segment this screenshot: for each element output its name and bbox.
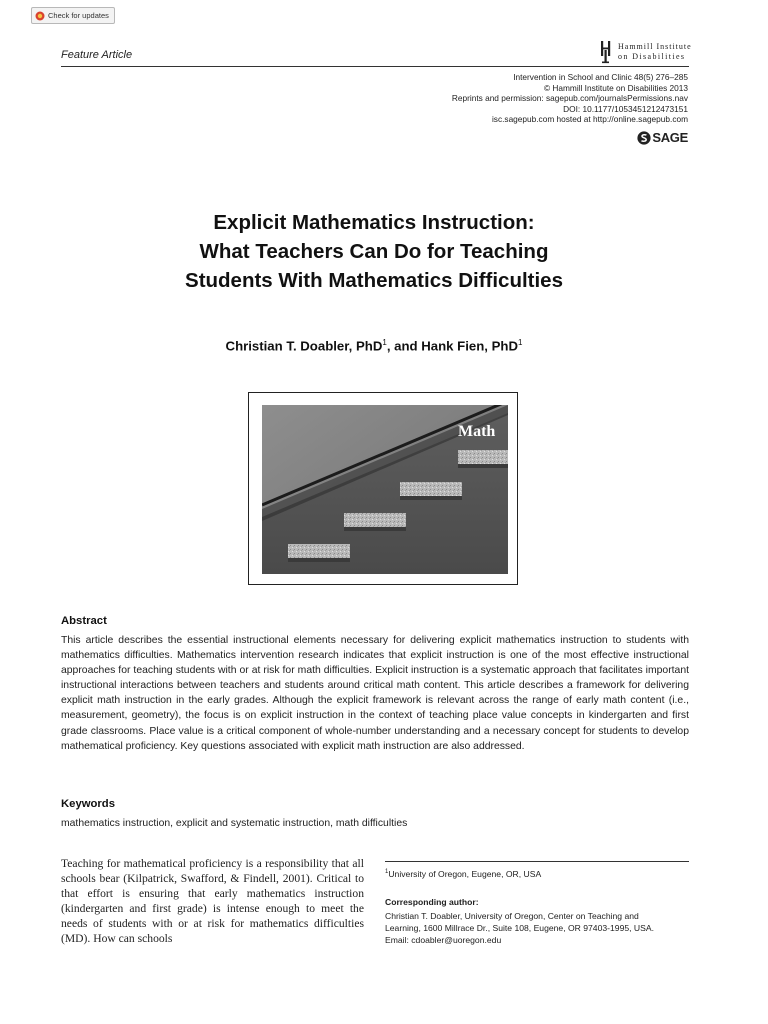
feature-article-label: Feature Article	[61, 49, 133, 61]
abstract-heading: Abstract	[61, 615, 107, 627]
intro-paragraph: Teaching for mathematical proficiency is a responsibility that all schools bear (Kilpatrick, Swafford, & Findell, 2001). Critical to that effort is ensuring that early mathematics instruction (kindergarten and first grade) is intense enough to meet the needs of students with or at risk for mathematics difficulties (MD). How can schools	[61, 857, 364, 946]
author-separator: , and	[386, 338, 422, 354]
check-for-updates-button[interactable]	[31, 7, 115, 24]
corr-line-2: Learning, 1600 Millrace Dr., Suite 108, Eugene, OR 97403-1995, USA.	[385, 923, 654, 934]
journal-meta	[452, 72, 688, 125]
keywords-text: mathematics instruction, explicit and systematic instruction, math difficulties	[61, 818, 408, 829]
staircase-photo	[262, 405, 508, 574]
update-icon	[35, 11, 45, 21]
sage-wordmark: SAGE	[652, 130, 688, 145]
meta-reprints: Reprints and permission: sagepub.com/journalsPermissions.nav	[451, 93, 688, 104]
corr-line-1: Christian T. Doabler, University of Oregon, Center on Teaching and	[385, 911, 639, 921]
hammill-institute-logo	[600, 40, 690, 64]
corr-email[interactable]: Email: cdoabler@uoregon.edu	[385, 935, 502, 946]
title-line-3: Students With Mathematics Difficulties	[185, 269, 563, 292]
title-line-1: Explicit Mathematics Instruction:	[213, 211, 535, 234]
corresponding-author-details	[385, 910, 685, 947]
author-1: Christian T. Doabler, PhD	[225, 338, 383, 354]
affiliation-marker: 1	[385, 869, 389, 876]
hi-monogram-icon	[600, 40, 616, 64]
logo-line1: Hammill Institute	[618, 42, 692, 51]
logo-line2: on Disabilities	[618, 52, 686, 61]
corresponding-author-heading: Corresponding author:	[385, 897, 479, 907]
header-divider	[61, 66, 689, 67]
meta-citation: Intervention in School and Clinic 48(5) 276–285	[513, 72, 688, 82]
sage-s-icon	[637, 131, 651, 145]
author-2: Hank Fien, PhD	[421, 338, 518, 354]
abstract-text: This article describes the essential instructional elements necessary for delivering explicit mathematics instruction to students with mathematics difficulties. Mathematics intervention research indicates that explicit instruction is one of the most effective instructional approaches for teaching students with or at risk for math difficulties. Explicit instruction is a systematic approach that facilitates important instructional interactions between teachers and students around critical math content. This article describes a framework for delivering explicit math instruction in the early grades. Although the explicit framework is relevant across the range of early math content (i.e., measurement, geometry), the focus is on explicit instruction in the context of teaching place value concepts in kindergarten and first grade classrooms. Place value is a critical component of whole-number understanding and a necessary concept for students to develop mathematical proficiency. Key questions associated with explicit math instruction are also addressed.	[61, 635, 689, 752]
check-for-updates-label: Check for updates	[48, 11, 109, 20]
affiliation-text: University of Oregon, Eugene, OR, USA	[388, 869, 542, 879]
math-step-label: Math	[458, 423, 496, 440]
affiliation-footnote	[385, 869, 541, 879]
title-line-2: What Teachers Can Do for Teaching	[199, 240, 549, 263]
keywords-heading: Keywords	[61, 798, 115, 810]
meta-hosted: isc.sagepub.com hosted at http://online.sagepub.com	[491, 114, 688, 125]
meta-copyright: © Hammill Institute on Disabilities 2013	[544, 82, 688, 93]
article-title	[84, 208, 664, 295]
figure-frame	[248, 392, 518, 585]
author-2-affiliation: 1	[517, 338, 523, 347]
author-1-affiliation: 1	[382, 338, 387, 347]
author-line	[84, 338, 664, 353]
sage-logo	[637, 130, 688, 145]
meta-doi: DOI: 10.1177/1053451212473151	[563, 103, 688, 114]
footnote-divider	[385, 861, 689, 862]
